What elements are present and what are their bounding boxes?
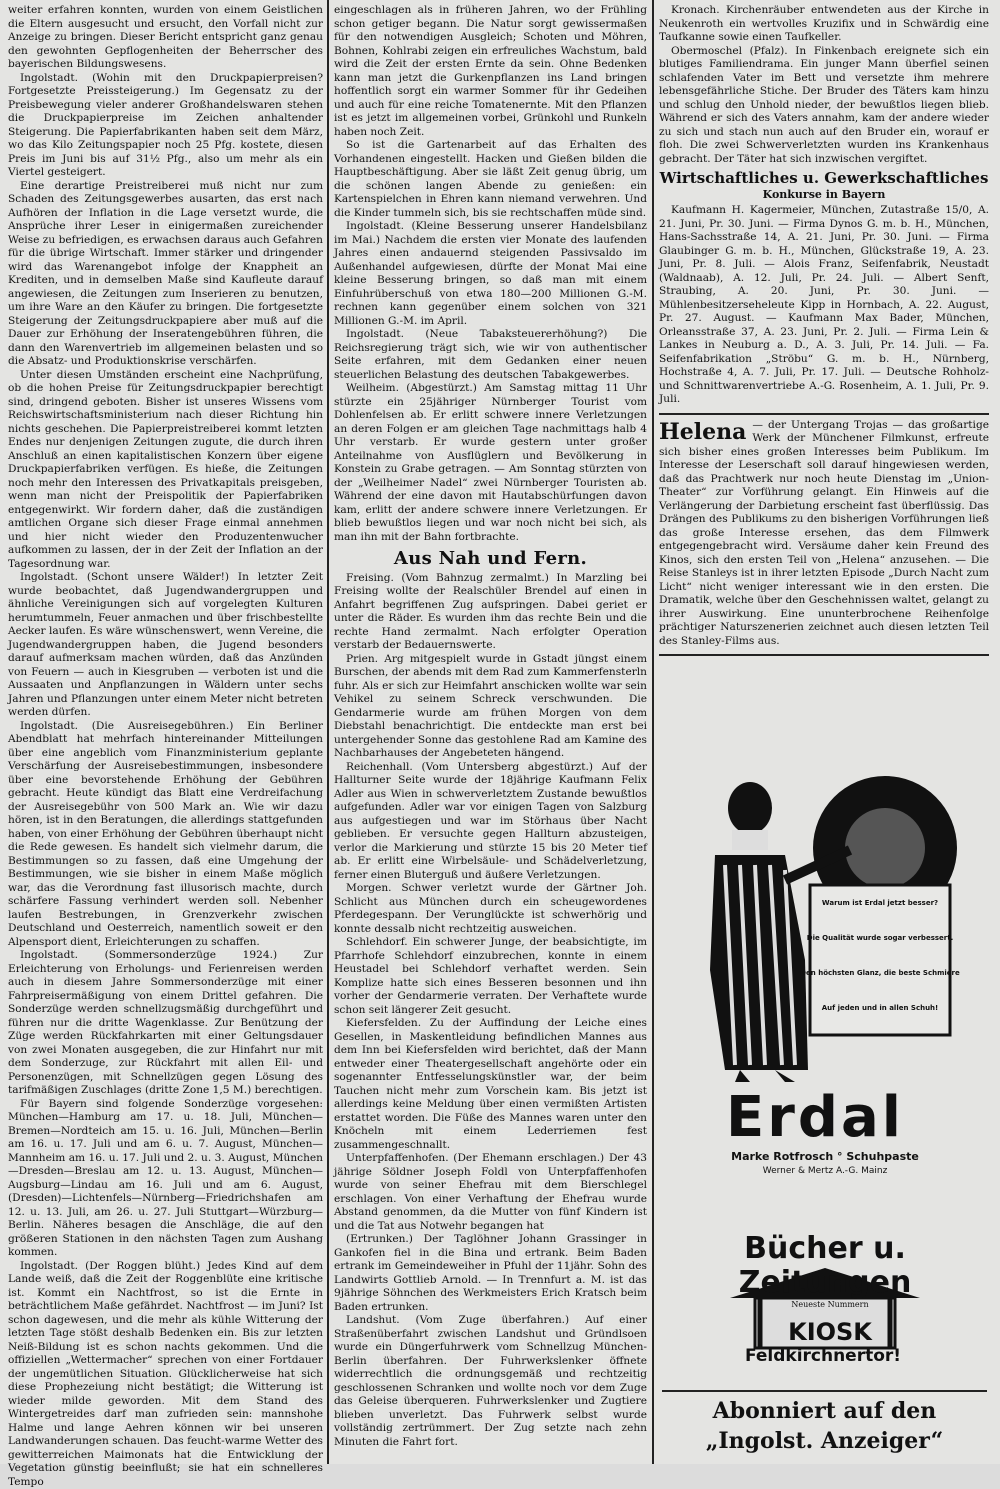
article-paragraph: Kiefersfelden. Zu der Auffindung der Leiche eines Gesellen, in Maskentleidung befindlichen Mannes aus dem Inn bei Kiefersfelden wird berichtet, daß der Mann entweder einer Theatergesellschaft angehörte oder ein sogenannter Entfesselungskünstler war, der beim Tauchen nicht mehr zum Vorschein kam. Bis jetzt ist allerdings keine Meldung über einen vermißten Artisten erstattet worden. Die Füße des Mannes waren unter den Knöcheln mit einem Lederriemen fest zusammengeschnallt. xyxy=(334,1017,647,1152)
kiosk-name: KIOSK xyxy=(768,1318,892,1346)
subscribe-banner xyxy=(662,1390,987,1456)
kiosk-location: Feldkirchnertor! xyxy=(698,1346,948,1366)
article-paragraph: Ingolstadt. (Die Ausreisegebühren.) Ein Berliner Abendblatt hat mehrfach hintereinander Mitteilungen über eine angeblich vom Finanzministerium geplante Verschärfung der Ausreisebestimmungen, insbesondere über eine bevorstehende Erhöhung der Gebühren gebracht. Heute kündigt das Blatt eine Verdreifachung der Ausreisegebühr von 500 Mark an. Wie wir dazu hören, ist in den Beratungen, die allerdings stattgefunden haben, von einer Erhöhung der Gebühren überhaupt nicht die Rede gewesen. Es handelt sich vielmehr darum, die Bestimmungen so zu fassen, daß eine Umgehung der Bestimmungen, wie sie bisher in einem Maße möglich war, das die Verordnung fast illusorisch machte, durch schärfere Fassung verhindert werden soll. Nebenher laufen Bestrebungen, in Grenzverkehr zwischen Deutschland und Oesterreich, namentlich soweit er den Alpensport dient, Erleichterungen zu schaffen. xyxy=(8,720,323,950)
subheading-konkurse: Konkurse in Bayern xyxy=(659,188,989,202)
article-paragraph: Landshut. (Vom Zuge überfahren.) Auf einer Straßenüberfahrt zwischen Landshut und Gründlsoen wurde ein Düngerfuhrwerk vom Schnellzug München-Berlin überfahren. Der Fuhrwerkslenker öffnete widerrechtlich die ordnungsgemäß und rechtzeitig geschlossenen Schranken und wollte noch vor dem Zuge das Geleise überqueren. Fuhrwerkslenker und Zugtiere blieben unverletzt. Das Fuhrwerk selbst wurde vollständig zertrümmert. Der Zug setzte nach zehn Minuten die Fahrt fort. xyxy=(334,1314,647,1449)
erdal-advertisement-illustration xyxy=(690,770,960,1090)
article-paragraph: Obermoschel (Pfalz). In Finkenbach ereignete sich ein blutiges Familiendrama. Ein junger Mann überfiel seinen schlafenden Vater im Bett und versetzte ihm mehrere lebensgefährliche Stiche. Der Bruder des Täters kam hinzu und schlug den Unhold nieder, der bewußtlos liegen blieb. Während er sich des Vaters annahm, kam der andere wieder zu sich und stach nun auch auf den Bruder ein, worauf er floh. Die zwei Schwerverletzten wurden ins Krankenhaus gebracht. Der Täter hat sich inzwischen vergiftet. xyxy=(659,45,989,167)
column-rule xyxy=(652,0,654,1464)
article-paragraph: Schlehdorf. Ein schwerer Junge, der beabsichtigte, im Pfarrhofe Schlehdorf einzubrechen, konnte in einem Heustadel bei Schlehdorf verhaftet werden. Sein Komplize hatte sich eines Besseren besonnen und ihn vorher der Gendarmerie verraten. Der Verhaftete wurde schon seit längerer Zeit gesucht. xyxy=(334,936,647,1017)
article-paragraph: Morgen. Schwer verletzt wurde der Gärtner Joh. Schlicht aus München durch ein scheugewordenes Pferdegespann. Der Verunglückte ist schwerhörig und konnte dessalb nicht rechtzeitig ausweichen. xyxy=(334,882,647,936)
erdal-sign-line-3: Den höchsten Glanz, die beste Schmiere xyxy=(800,969,960,977)
erdal-sign-line-1: Warum ist Erdal jetzt besser? xyxy=(822,899,938,907)
article-paragraph: Weilheim. (Abgestürzt.) Am Samstag mittag 11 Uhr stürzte ein 25jähriger Nürnberger Tourist vom Dohlenfelsen ab. Er erlitt schwere innere Verletzungen an deren Folgen er am gleichen Tage nachmittags halb 4 Uhr verstarb. Er wurde gestern unter großer Anteilnahme von Ausflüglern und Bevölkerung in Konstein zu Grabe getragen. — Am Sonntag stürzten von der „Weilheimer Nadel“ zwei Nürnberger Touristen ab. Während der eine davon mit Hautabschürfungen davon kam, erlitt der andere schwere innere Verletzungen. Er blieb bewußtlos liegen und war noch nicht bei sich, als man ihn mit der Bahn fortbrachte. xyxy=(334,382,647,544)
article-paragraph: Eine derartige Preistreiberei muß nicht nur zum Schaden des Zeitungsgewerbes ausarten, das erst nach Aufhören der Inflation in die Lage versetzt wurde, die Ansprüche ihrer Leser in einigermaßen zureichender Weise zu befriedigen, es erwachsen daraus auch Gefahren für die übrige Wirtschaft. Immer stärker und dringender wird das Warenangebot infolge der Knappheit an Krediten, und in demselben Maße sind Kaufleute darauf angewiesen, die Zeitungen zum Inserieren zu benutzen, um ihre Ware an den Käufer zu bringen. Die fortgesetzte Steigerung der Zeitungsdruckpapiere aber muß auf die Dauer zur Erhöhung der Inseratengebühren führen, die dann den Warenvertrieb im allgemeinen belasten und so die Absatz- und Produktionskrise verschärfen. xyxy=(8,180,323,369)
column-rule xyxy=(327,0,329,1464)
subscribe-line-2: „Ingolst. Anzeiger“ xyxy=(662,1426,987,1456)
helena-text: — der Untergang Trojas — das großartige Werk der Münchener Filmkunst, erfreute sich bisher eines großen Interesses beim Publikum. Im Interesse der Leserschaft soll darauf hingewiesen werden, daß das Prachtwerk nur noch heute Dienstag im „Union-Theater“ zur Vorführung gelangt. Ein Hinweis auf die Verlängerung der Darbietung erscheint fast überflüssig. Das Drängen des Publikums zu den bisherigen Vorführungen ließ das große Interesse ersehen, das dem Filmwerk entgegengebracht wird. Versäume daher kein Freund des Kinos, sich den ersten Teil von „Helena“ anzusehen. — Die Reise Stanleys ist in ihrer letzten Episode „Durch Nacht zum Licht“ nicht weniger interessant wie in den ersten. Die Dramatik, welche über den Geschehnissen waltet, gelangt zu ihrer Auswirkung. Eine ununterbrochene Reihenfolge prächtiger Naturszenerien zeichnet auch diesen letzten Teil des Stanley-Films aus. xyxy=(659,419,989,647)
article-paragraph: (Ertrunken.) Der Taglöhner Johann Grassinger in Gankofen fiel in die Bina und ertrank. Beim Baden ertrank im Gemeindeweiher in Pfuhl der 11jähr. Sohn des Landwirts Gottlieb Arnold. — In Trennfurt a. M. ist das 9jährige Söhnchen des Werkmeisters Erich Kratsch beim Baden ertrunken. xyxy=(334,1233,647,1314)
article-paragraph: Kronach. Kirchenräuber entwendeten aus der Kirche in Neukenroth ein wertvolles Kruzifix und in Schwärdig eine Taufkanne sowie einen Taufkeller. xyxy=(659,4,989,45)
article-paragraph: Ingolstadt. (Sommersonderzüge 1924.) Zur Erleichterung von Erholungs- und Ferienreisen werden auch in diesem Jahre Sommersonderzüge mit einer Fahrpreisermäßigung von einem Drittel gefahren. Die Sonderzüge werden schnellzugsmäßig durchgeführt und führen nur die dritte Wagenklasse. Zur Benützung der Züge werden Rückfahrkarten mit einer Geltungsdauer von zwei Monaten ausgegeben, die zur Hinfahrt nur mit dem Sonderzuge, zur Rückfahrt mit allen Eil- und Personenzügen, mit Schnellzügen gegen Lösung des tarifmäßigen Zuschlages (dritte Zone 1,5 M.) berechtigen. xyxy=(8,949,323,1098)
kiosk-small-text: Neueste Nummern xyxy=(758,1300,902,1309)
helena-title: Helena xyxy=(659,421,746,443)
section-heading-wirtschaft: Wirtschaftliches u. Gewerkschaftliches xyxy=(659,172,989,186)
article-paragraph: Reichenhall. (Vom Untersberg abgestürzt.) Auf der Hallturner Seite wurde der 18jährige Kaufmann Felix Adler aus Wien in schwerverletztem Zustande bewußtlos aufgefunden. Adler war vor einigen Tagen von Salzburg aus aufgestiegen und war im Störhaus über Nacht geblieben. Er versuchte gegen Hallturn abzusteigen, verlor die Markierung und stürzte 15 bis 20 Meter tief ab. Er erlitt eine Wirbelsäule- und Schädelverletzung, ferner einen Bluterguß und äußere Verletzungen. xyxy=(334,761,647,883)
article-paragraph: Ingolstadt. (Schont unsere Wälder!) In letzter Zeit wurde beobachtet, daß Jugendwandergruppen und ähnliche Vereinigungen sich auf vorgelegten Kulturen herumtummeln, Feuer anmachen und über frischbestellte Aecker laufen. Es wäre wünschenswert, wenn Vereine, die Jugendwandergruppen haben, die Jugend besonders darauf aufmerksam machen würden, daß das Anzünden von Feuern — auch in Kiesgruben — verboten ist und die Aussaaten und Anpflanzungen in Wäldern unter sechs Jahren und Pflanzungen unter einem Meter nicht betreten werden dürfen. xyxy=(8,571,323,720)
article-paragraph: Ingolstadt. (Der Roggen blüht.) Jedes Kind auf dem Lande weiß, daß die Zeit der Roggenblüte eine kritische ist. Kommt ein Nachtfrost, so ist die Ernte in beträchtlichem Maße gefährdet. Nachtfrost — im Juni? Ist schon dagewesen, und die mehr als kühle Witterung der letzten Tage stößt deshalb Bedenken ein. Bis zur letzten Neiß-Bildung ist es schon nachts gekommen. Und die offiziellen „Wettermacher“ sprechen von einer Fortdauer der ungemütlichen Situation. Glücklicherweise hat sich diese Prophezeiung nicht bestätigt; die Witterung ist wieder milde geworden. Mit dem Stand des Wintergetreides darf man zufrieden sein: mannshohe Halme und lange Aehren können wir bei unseren Landwanderungen schauen. Das feucht-warme Wetter des gewitterreichen Maimonats hat die Entwicklung der Vegetation günstig beeinflußt; sie hat ein schnelleres Tempo xyxy=(8,1260,323,1489)
erdal-brand: Erdal xyxy=(670,1088,960,1148)
konkurse-list: Kaufmann H. Kagermeier, München, Zutastraße 15/0, A. 21. Juni, Pr. 30. Juni. — Firma Dynos G. m. b. H., München, Hans-Sachsstraße 14, A. 21. Juni, Pr. 30. Juni. — Firma Glaubinger G. m. b. H., München, Glückstraße 19, A. 23. Juni, Pr. 8. Juli. — Alois Franz, Seifenfabrik, Neustadt (Waldnaab), A. 12. Juli, Pr. 24. Juli. — Albert Senft, Straubing, A. 20. Juni, Pr. 30. Juni. — Mühlenbesitzerseheleute Kipp in Hornbach, A. 22. August, Pr. 27. August. — Kaufmann Max Bader, München, Orleansstraße 37, A. 23. Juni, Pr. 2. Juli. — Firma Lein & Lankes in Neuburg a. D., A. 3. Juli, Pr. 14. Juli. — Fa. Seifenfabrikation „Ströbu“ G. m. b. H., Nürnberg, Hochstraße 4, A. 7. Juli, Pr. 17. Juli. — Deutsche Rohholz- und Schnittwarenvertriebe A.-G. Rosenheim, A. 1. Juli, Pr. 9. Juli. xyxy=(659,204,989,407)
column-3 xyxy=(659,4,989,744)
erdal-subtitle: Marke Rotfrosch ° Schuhpaste xyxy=(690,1150,960,1163)
erdal-sign-line-4: Auf jeden und in allen Schuh! xyxy=(822,1004,938,1012)
column-1 xyxy=(8,4,323,1456)
erdal-sign-line-2: Die Qualität wurde sogar verbessert. xyxy=(807,934,953,942)
helena-notice xyxy=(659,413,989,657)
article-paragraph: Ingolstadt. (Kleine Besserung unserer Handelsbilanz im Mai.) Nachdem die ersten vier Monate des laufenden Jahres einen andauernd steigenden Passivsaldo im Außenhandel aufgewiesen, dürfte der Monat Mai eine kleine Besserung bringen, so daß man mit einem Einfuhrüberschuß von etwa 180—200 Millionen G.-M. rechnen kann gegenüber einem solchen von 321 Millionen G.-M. im April. xyxy=(334,220,647,328)
article-paragraph: Ingolstadt. (Neue Tabaksteuererhöhung?) Die Reichsregierung trägt sich, wie wir von authentischer Seite erfahren, mit dem Gedanken einer neuen steuerlichen Belastung des deutschen Tabakgewerbes. xyxy=(334,328,647,382)
section-heading-aus-nah-und-fern: Aus Nah und Fern. xyxy=(334,552,647,566)
article-paragraph: Ingolstadt. (Wohin mit den Druckpapierpreisen? Fortgesetzte Preissteigerung.) Im Gegensatz zu der Preisbewegung vieler anderer Großhandelswaren stehen die Druckpapierpreise im Zeichen anhaltender Steigerung. Die Papierfabrikanten haben seit dem März, wo das Kilo Zeitungspapier noch 25 Pfg. kostete, diesen Preis im Juni bis auf 31½ Pfg., also um mehr als ein Viertel gesteigert. xyxy=(8,72,323,180)
article-paragraph: eingeschlagen als in früheren Jahren, wo der Frühling schon getiger begann. Die Natur sorgt gewissermaßen für den notwendigen Ausgleich; Schoten und Möhren, Bohnen, Kohlrabi zeigen ein erfreuliches Wachstum, bald wird die Zeit der ersten Ernte da sein. Ohne Bedenken kann man jetzt die Gurkenpflanzen ins Land bringen hoffentlich sorgt ein warmer Sommer für ihr Gedeihen und auch für eine reiche Tomatenernte. Mit den Pflanzen ist es jetzt im allgemeinen vorbei, Grünkohl und Runkeln haben noch Zeit. xyxy=(334,4,647,139)
subscribe-line-1: Abonniert auf den xyxy=(662,1396,987,1426)
article-paragraph: Freising. (Vom Bahnzug zermalmt.) In Marzling bei Freising wollte der Realschüler Brendel auf einen in Anfahrt begriffenen Zug aufspringen. Dabei geriet er unter die Räder. Es wurden ihm das rechte Bein und die rechte Hand zermalmt. Nach erfolgter Operation verstarb der Bedauernswerte. xyxy=(334,572,647,653)
article-paragraph: Prien. Arg mitgespielt wurde in Gstadt jüngst einem Burschen, der abends mit dem Rad zum Kammerfensterln fuhr. Als er sich zur Heimfahrt anschicken wollte war sein Vehikel zu seinem Schreck verschwunden. Die Gendarmerie wurde am frühen Morgen von dem Diebstahl benachrichtigt. Die entdeckte man erst bei untergehender Sonne das gestohlene Rad am Kamine des Nachbarhauses der Angebeteten hängend. xyxy=(334,653,647,761)
article-paragraph: Unter diesen Umständen erscheint eine Nachprüfung, ob die hohen Preise für Zeitungsdruckpapier berechtigt sind, dringend geboten. Bisher ist unseres Wissens vom Reichswirtschaftsministerium nach dieser Richtung hin nichts geschehen. Die Papierpreistreiberei kommt letzten Endes nur denjenigen Zeitungen zugute, die durch ihren Anschluß an einen kapitalistischen Konzern über eigene Druckpapierfabriken verfügen. Es hieße, die Zeitungen noch mehr den Interessen des Privatkapitals preisgeben, wenn man nicht der Preispolitik der Papierfabriken entgegenwirkt. Wir fordern daher, daß die zuständigen amtlichen Organe sich dieser Frage einmal annehmen und hier nicht wieder den Produzentenwucher aufkommen zu lassen, der in der Zeit der Inflation an der Tagesordnung war. xyxy=(8,369,323,572)
column-2 xyxy=(334,4,647,1456)
kiosk-headline: Bücher u. Zeitungen xyxy=(705,1232,945,1300)
erdal-maker: Werner & Mertz A.-G. Mainz xyxy=(690,1166,960,1176)
article-paragraph: So ist die Gartenarbeit auf das Erhalten des Vorhandenen eingestellt. Hacken und Gießen bilden die Hauptbeschäftigung. Aber sie läßt Zeit genug übrig, um die schönen langen Abende zu genießen: ein Kartenspielchen in Ehren kann niemand verwehren. Und die Kinder tummeln sich, bis sie rechtschaffen müde sind. xyxy=(334,139,647,220)
article-paragraph: Für Bayern sind folgende Sonderzüge vorgesehen: München—Hamburg am 17. u. 18. Juli, München—Bremen—Nordteich am 15. u. 16. Juli, München—Berlin am 16. u. 17. Juli und am 6. u. 7. August, München—Mannheim am 16. u. 17. Juli und 2. u. 3. August, München—Dresden—Breslau am 12. u. 13. August, München—Augsburg—Lindau am 16. Juli und am 6. August, (Dresden)—Lichtenfels—Nürnberg—Friedrichshafen am 12. u. 13. Juli, am 26. u. 27. Juli Stuttgart—Würzburg—Berlin. Näheres besagen die Anschläge, die auf den größeren Stationen in den nächsten Tagen zum Aushang kommen. xyxy=(8,1098,323,1260)
article-paragraph: weiter erfahren konnten, wurden von einem Geistlichen die Eltern ausgesucht und ersucht, den Vorfall nicht zur Anzeige zu bringen. Dieser Bericht entspricht ganz genau den gewohnten Gepflogenheiten der Beherrscher des bayerischen Bildungswesens. xyxy=(8,4,323,72)
article-paragraph: Unterpfaffenhofen. (Der Ehemann erschlagen.) Der 43 jährige Söldner Joseph Foldl von Unterpfaffenhofen wurde von seiner Ehefrau mit dem Bierschlegel erschlagen. Von einer Verhaftung der Ehefrau wurde Abstand genommen, da die Mutter von fünf Kindern ist und die Tat aus Notwehr begangen hat xyxy=(334,1152,647,1233)
